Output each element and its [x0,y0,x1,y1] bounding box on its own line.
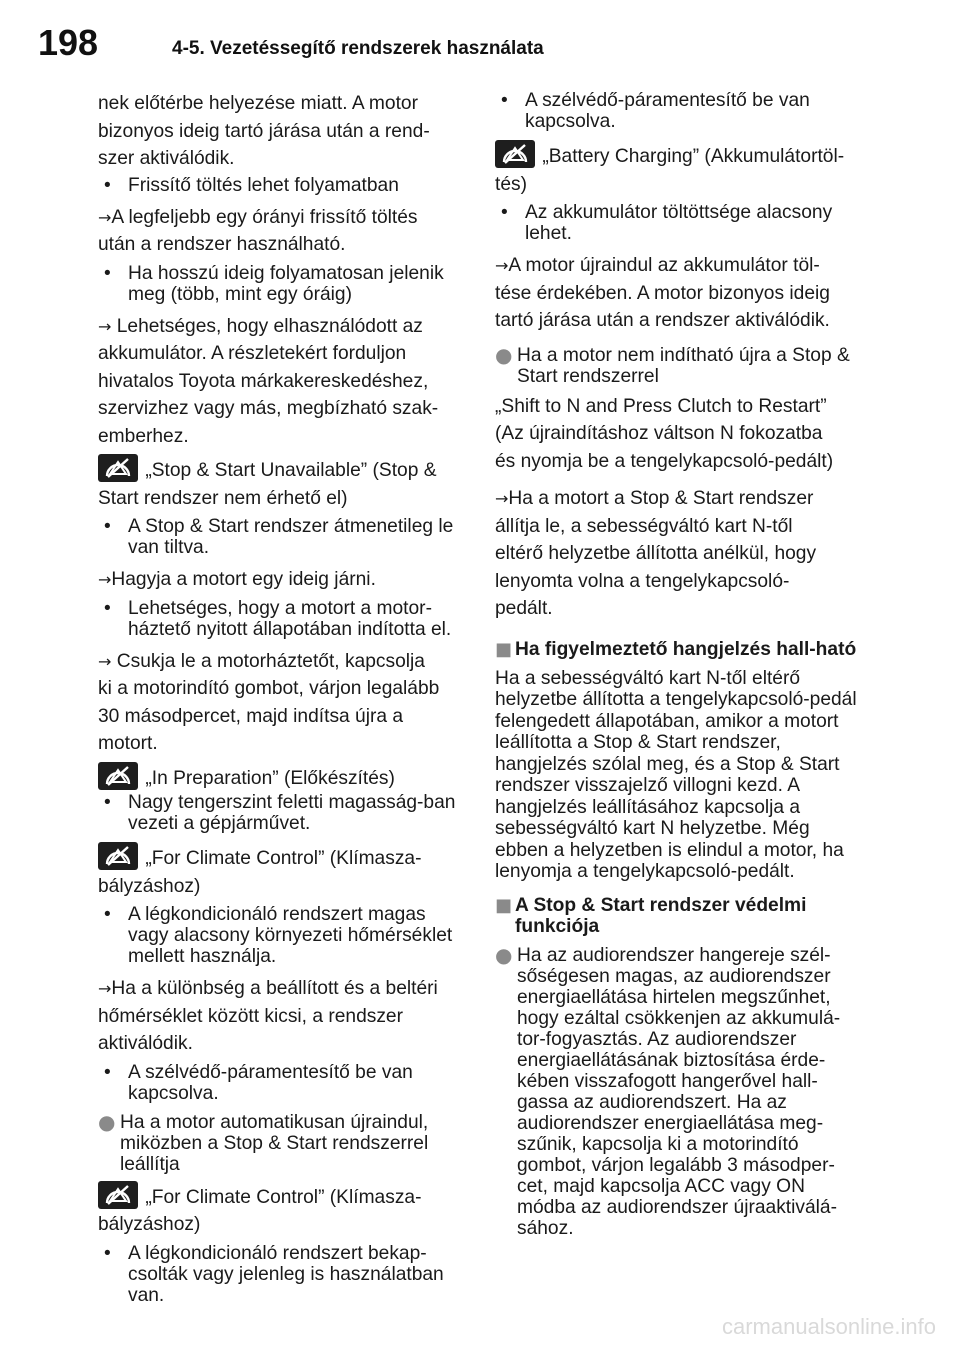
section-heading [495,895,863,937]
list-item-text: Nagy tengerszint feletti magasság-ban vezeti a gépjárművet. [128,792,456,834]
arrow-note-text: Hagyja a motort egy ideig járni. [111,569,376,590]
condition-item-text: Ha a motor nem indítható újra a Stop & Start rendszerrel [517,344,850,387]
list-item-text: A szélvédő-páramentesítő be van kapcsolva. [525,90,810,132]
list-item-text: Lehetséges, hogy a motort a motor-háztető nyitott állapotában indította el. [128,597,452,640]
arrow-note-text: Ha a különbség a beállított és a beltéri [111,978,438,999]
list-item: • A Stop & Start rendszer átmenetileg le van tiltva. [98,516,466,558]
condition-item-text: Ha az audiorendszer hangereje szél-sőségesen magas, az audiorendszer energiaellátása hirtelen megszűnhet, hogy ezáltal csökkenjen az akkumulá-tor-fogyasztás. Az audiorendszer energiaellátásának biztosítása érde-kében visszafogott hangerővel hall-gassa az audiorendszert. Ha az audiorendszer energiaellátása meg-szűnik, kapcsolja ki a motorindító gombot, várjon legalább 3 másodper-cet, majd kapcsolja ACC vagy ON módba az audiorendszer újraaktiválá-sához. [517,944,841,1239]
arrow-icon: → [98,979,112,998]
list-item: • A légkondicionáló rendszert magas vagy alacsony környezeti hőmérséklet mellett használja. [98,904,466,967]
arrow-note-text: tése érdekében. A motor bizonyos ideig [495,282,830,304]
arrow-note-text: ki a motorindító gombot, várjon legalább [98,678,440,699]
indicator-message [98,1181,466,1239]
condition-item [495,342,863,387]
arrow-note-text: pedált. [495,598,553,619]
circle-bullet-icon: ● [495,342,513,367]
indicator-message-text: bályzáshoz) [98,875,201,897]
indicator-message-text: tés) [495,173,527,195]
arrow-note-text: után a rendszer használható. [98,234,346,255]
condition-item [98,1109,466,1175]
list-item: • Az akkumulátor töltöttsége alacsony lehet. [495,202,863,244]
arrow-note [495,252,863,335]
arrow-note-text: Csukja le a motorháztetőt, kapcsolja [111,650,425,672]
arrow-note-text: eltérő helyzetbe állította anélkül, hogy [495,543,817,564]
list-item-text: A légkondicionáló rendszert bekap-csolták vagy jelenleg is használatban van. [128,1242,444,1306]
arrow-note [98,204,466,259]
arrow-note-text: hőmérséklet között kicsi, a rendszer [98,1005,403,1027]
arrow-note [98,975,466,1058]
left-column [98,90,466,1314]
arrow-note-text: Ha a motort a Stop & Start rendszer [508,488,814,509]
indicator-message-text: Start rendszer nem érhető el) [98,487,348,509]
list-item: • Ha hosszú ideig folyamatosan jelenik meg (több, mint egy óráig) [98,263,466,305]
arrow-note-text: A legfeljebb egy órányi frissítő töltés [111,206,418,228]
section-heading-text: Ha figyelmeztető hangjelzés hall-ható [515,638,857,660]
indicator-message [98,454,466,512]
arrow-note-text: emberhez. [98,425,189,447]
square-bullet-icon: ■ [495,894,513,916]
list-item-text: Frissítő töltés lehet folyamatban [128,174,399,196]
arrow-icon: → [495,489,509,508]
arrow-note-text: hivatalos Toyota márkakereskedéshez, [98,370,429,392]
arrow-note-text: lenyomta volna a tengelykapcsoló- [495,570,790,592]
indicator-message [98,842,466,900]
indicator-message-text: „In Preparation” (Előkészítés) [145,767,395,789]
arrow-note-text: motort. [98,733,158,754]
right-column [495,90,863,1245]
arrow-icon: → [98,316,112,336]
arrow-note-text: tartó járása után a rendszer aktiválódik. [495,310,830,331]
stop-start-indicator-icon [98,762,138,790]
indicator-message-text: „Battery Charging” (Akkumulátortöl- [542,146,845,167]
arrow-icon: → [98,570,112,589]
arrow-note-text: szervizhez vagy más, megbízható szak- [98,398,439,419]
list-item-text: A légkondicionáló rendszert magas vagy alacsony környezeti hőmérséklet mellett használja. [128,904,453,967]
watermark: carmanualsonline.info [721,1314,936,1339]
arrow-icon: → [98,651,112,671]
list-item-text: Az akkumulátor töltöttsége alacsony lehet. [525,202,833,244]
list-item: • A szélvédő-páramentesítő be van kapcsolva. [98,1062,466,1104]
list-item: • Frissítő töltés lehet folyamatban [98,175,466,196]
text-line: (Az újraindításhoz váltson N fokozatba [495,423,823,444]
arrow-note-text: akkumulátor. A részletekért forduljon [98,343,407,364]
arrow-icon: → [98,207,112,227]
list-item-text: A szélvédő-páramentesítő be van kapcsolva. [128,1061,413,1104]
text-line: és nyomja be a tengelykapcsoló-pedált) [495,450,834,472]
list-item-text: A Stop & Start rendszer átmenetileg le van tiltva. [128,516,454,558]
indicator-message-text: „For Climate Control” (Klímasza- [145,848,422,869]
arrow-note [98,648,466,758]
condition-item [495,942,863,1239]
stop-start-indicator-icon [495,140,535,168]
list-item: • A szélvédő-páramentesítő be van kapcsolva. [495,90,863,132]
list-item: • Nagy tengerszint feletti magasság-ban vezeti a gépjárművet. [98,792,466,834]
indicator-message-text: „Stop & Start Unavailable” (Stop & [145,460,437,481]
condition-item-text: Ha a motor automatikusan újraindul, miközben a Stop & Start rendszerrel leállítja [120,1111,429,1175]
text-line: bizonyos ideig tartó járása után a rend- [98,120,430,142]
indicator-message-text: bályzáshoz) [98,1214,201,1235]
arrow-icon: → [495,256,509,275]
list-item: • A légkondicionáló rendszert bekap-csolták vagy jelenleg is használatban van. [98,1243,466,1306]
arrow-note [98,313,466,451]
stop-start-indicator-icon [98,454,138,482]
section-heading [495,639,863,660]
indicator-message [98,762,466,793]
section-title: 4-5. Vezetéssegítő rendszerek használata [172,38,544,59]
arrow-note-text: 30 másodpercet, majd indítsa újra a [98,705,404,727]
arrow-note-text: aktiválódik. [98,1033,193,1054]
square-bullet-icon: ■ [495,638,513,660]
list-item-text: Ha hosszú ideig folyamatosan jelenik meg (több, mint egy óráig) [128,262,444,305]
text-line: szer aktiválódik. [98,148,235,169]
arrow-note-text: állítja le, a sebességváltó kart N-től [495,515,793,537]
arrow-note-text: Lehetséges, hogy elhasználódott az [111,315,423,337]
arrow-note [495,485,863,623]
section-heading-text: A Stop & Start rendszer védelmi funkciója [515,894,807,937]
page-number: 198 [38,22,99,63]
indicator-message [495,140,863,198]
stop-start-indicator-icon [98,1181,138,1209]
text-line: nek előtérbe helyezése miatt. A motor [98,93,418,114]
circle-bullet-icon: ● [98,1109,116,1134]
page-header [0,0,960,86]
stop-start-indicator-icon [98,842,138,870]
list-item: • Lehetséges, hogy a motort a motor-háztető nyitott állapotában indította el. [98,598,466,640]
arrow-note-text: A motor újraindul az akkumulátor töl- [508,255,820,276]
body-paragraph: Ha a sebességváltó kart N-től eltérő helyzetbe állította a tengelykapcsoló-pedál felengedett állapotában, amikor a motort leállította a Stop & Start rendszer, hangjelzés szólal meg, és a Stop & Start rendszer visszajelző villogni kezd. A hangjelzés leállításához kapcsolja a sebességváltó kart N helyzetbe. Még ebben a helyzetben is elindul a motor, ha lenyomja a tengelykapcsoló-pedált. [495,667,857,882]
arrow-note [98,566,466,594]
text-line: „Shift to N and Press Clutch to Restart” [495,395,827,417]
circle-bullet-icon: ● [495,942,513,967]
indicator-message-text: „For Climate Control” (Klímasza- [145,1186,422,1208]
